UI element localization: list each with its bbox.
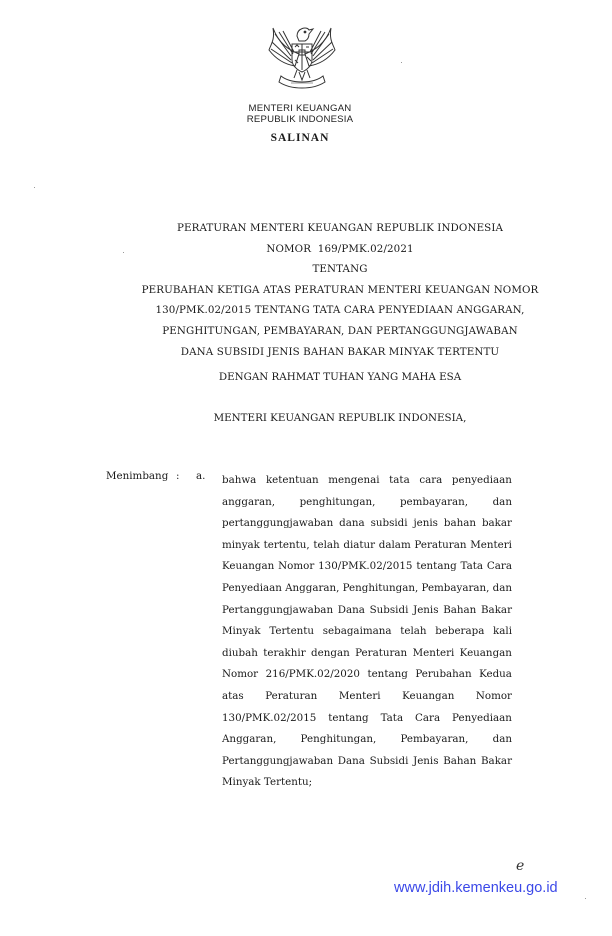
text-line: Nomor 216/PMK.02/2020 tentang Perubahan Kedua	[222, 668, 512, 681]
text-line: Minyak Tertentu sebagaimana telah beberapa kali	[222, 625, 512, 638]
title-line: DANA SUBSIDI JENIS BAHAN BAKAR MINYAK TERTENTU	[180, 345, 500, 358]
text-line: 130/PMK.02/2015 tentang Tata Cara Penyediaan	[222, 711, 512, 724]
text-line: Pertanggungjawaban Dana Subsidi Jenis Bahan Bakar	[222, 754, 512, 767]
text-line: diubah terakhir dengan Peraturan Menteri Keuangan	[222, 646, 512, 659]
regulation-title	[60, 218, 612, 362]
considering-item-a-text	[222, 470, 512, 794]
scan-speck	[123, 252, 124, 253]
regulation-number: NOMOR 169/PMK.02/2021	[266, 242, 414, 255]
text-line: anggaran, penghitungan, pembayaran, dan	[222, 495, 512, 508]
issuer: MENTERI KEUANGAN REPUBLIK INDONESIA,	[213, 412, 467, 424]
text-line: Minyak Tertentu;	[222, 776, 313, 789]
invocation: DENGAN RAHMAT TUHAN YANG MAHA ESA	[218, 371, 462, 383]
title-line: PERUBAHAN KETIGA ATAS PERATURAN MENTERI KEUANGAN NOMOR	[141, 283, 539, 296]
text-line: Keuangan Nomor 130/PMK.02/2015 tentang Tata Cara	[222, 560, 512, 573]
text-line: bahwa ketentuan mengenai tata cara penyediaan	[222, 474, 512, 486]
colon: :	[176, 470, 180, 482]
title-line: 130/PMK.02/2015 TENTANG TATA CARA PENYEDIAAN ANGGARAN,	[155, 304, 525, 317]
jdih-website-link[interactable]: www.jdih.kemenkeu.go.id	[394, 880, 558, 896]
text-line: atas Peraturan Menteri Keuangan Nomor	[222, 689, 512, 702]
title-line: TENTANG	[312, 263, 368, 276]
institution-line-2: REPUBLIK INDONESIA	[246, 114, 354, 125]
institution-line-1: MENTERI KEUANGAN	[248, 103, 352, 114]
copy-label: SALINAN	[270, 132, 330, 144]
scan-speck	[585, 898, 586, 899]
text-line: pertanggungjawaban dana subsidi jenis bahan bakar	[222, 517, 512, 530]
title-line: PENGHITUNGAN, PEMBAYARAN, DAN PERTANGGUNGJAWABAN	[162, 324, 518, 337]
text-line: minyak tertentu, telah diatur dalam Peraturan Menteri	[222, 538, 512, 551]
garuda-emblem-icon	[261, 14, 343, 96]
considering-label: Menimbang	[106, 470, 169, 482]
text-line: Pertanggungjawaban Dana Subsidi Jenis Bahan Bakar	[222, 603, 512, 616]
text-line: Anggaran, Penghitungan, Pembayaran, dan	[222, 733, 512, 746]
scan-speck	[34, 187, 35, 188]
item-letter: a.	[196, 470, 206, 482]
scan-speck	[401, 62, 402, 63]
initial-paraf: e	[516, 858, 525, 874]
title-line: PERATURAN MENTERI KEUANGAN REPUBLIK INDONESIA	[176, 222, 504, 234]
text-line: Penyediaan Anggaran, Penghitungan, Pembayaran, dan	[222, 581, 512, 594]
